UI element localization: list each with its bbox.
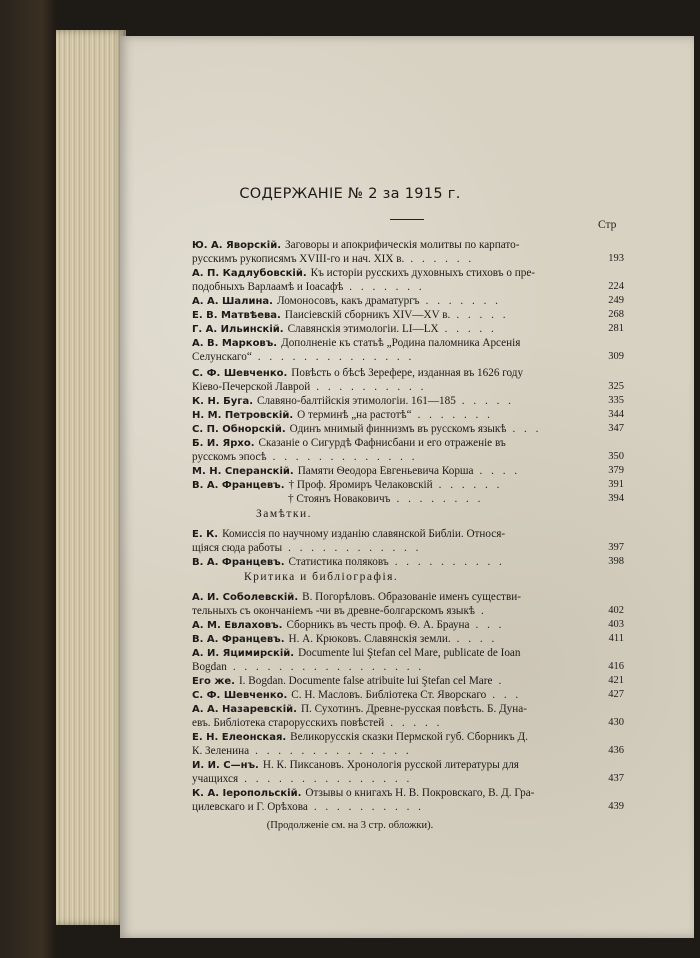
toc-author: В. А. Францевъ. — [192, 634, 285, 645]
toc-title: Documente lui Ştefan cel Mare, publicate de Ioan — [298, 647, 521, 659]
toc-line — [192, 322, 624, 336]
toc-page-number: 411 — [608, 633, 624, 644]
toc-line — [192, 800, 624, 814]
toc-leader-dots: . . . . . . — [410, 253, 475, 265]
toc-author: А. В. Марковъ. — [192, 338, 278, 349]
toc-title: Комиссія по научному изданію славянской Библіи. Относя- — [222, 528, 506, 540]
toc-page-number: 427 — [608, 689, 624, 700]
toc-title: П. Сухотинъ. Древне-русская повѣсть. Б. Дуна- — [300, 703, 527, 715]
toc-page-number: 439 — [608, 801, 624, 812]
toc-line — [192, 541, 624, 555]
toc-line — [192, 555, 624, 569]
toc-page-number: 398 — [608, 556, 624, 567]
toc-leader-dots: . . . — [492, 689, 522, 701]
toc-page-number: 421 — [608, 675, 624, 686]
toc-line — [192, 772, 624, 786]
toc-leader-dots: . . . . . . . . . . . . . . — [257, 351, 415, 363]
toc-page-number: 403 — [608, 619, 624, 630]
toc-line — [192, 394, 624, 408]
toc-leader-dots: . . . . . — [390, 717, 443, 729]
toc-title: К. Зеленина — [192, 745, 250, 757]
toc-line — [192, 478, 624, 492]
toc-title: Великорусскія сказки Пермской губ. Сборникъ Д. — [290, 731, 528, 743]
toc-page-number: 309 — [608, 351, 624, 362]
toc-line — [192, 350, 624, 364]
toc-title: Отзывы о книгахъ Н. В. Покровскаго, В. Д. Гра- — [305, 787, 535, 799]
title-rule — [390, 219, 424, 220]
toc-author: А. И. Соболевскій. — [192, 592, 299, 603]
toc-line — [192, 674, 624, 688]
toc-line — [192, 464, 624, 478]
toc-title: щіяся сюда работы — [192, 542, 283, 554]
toc-line — [192, 366, 624, 380]
toc-leader-dots: . . . . — [479, 465, 521, 477]
toc-author: А. М. Евлаховъ. — [192, 620, 283, 631]
section-critique-heading: Критика и библіографія. — [244, 571, 399, 583]
toc-page-number: 379 — [608, 465, 624, 476]
toc-leader-dots: . . . . . . — [438, 479, 503, 491]
toc-author: Его же. — [192, 676, 235, 687]
toc-line — [192, 604, 624, 618]
toc-title: Сборникъ въ честь проф. Ѳ. А. Брауна — [286, 619, 470, 631]
toc-line — [192, 590, 624, 604]
toc-page-number: 281 — [608, 323, 624, 334]
toc-title: Славяно-балтійскія этимологіи. 161—185 — [257, 395, 456, 407]
toc-author: Н. М. Петровскій. — [192, 410, 294, 421]
toc-title: Памяти Ѳеодора Евгеньевича Корша — [297, 465, 474, 477]
toc-title: русскимъ рукописямъ XVIII-го и нач. XIX в. — [192, 253, 405, 265]
toc-author: М. Н. Сперанскій. — [192, 466, 294, 477]
toc-page-number: 436 — [608, 745, 624, 756]
toc-page-number: 335 — [608, 395, 624, 406]
toc-leader-dots: . . . . . . . . — [396, 493, 484, 505]
toc-page-number: 394 — [608, 493, 624, 504]
toc-page-number: 224 — [608, 281, 624, 292]
toc-title: учащихся — [192, 773, 239, 785]
toc-author: А. А. Назаревскій. — [192, 704, 297, 715]
toc-page-number: 350 — [608, 451, 624, 462]
toc-title: О терминѣ „на растотѣ“ — [297, 409, 412, 421]
toc-title: I. Bogdan. Documente false atribuite lui Ştefan cel Mare — [238, 675, 493, 687]
toc-title: цилевскаго и Г. Орѣхова — [192, 801, 308, 813]
toc-title: Н. А. Крюковъ. Славянскія земли. — [288, 633, 451, 645]
toc-leader-dots: . . . . . — [461, 395, 514, 407]
toc-page-number: 402 — [608, 605, 624, 616]
toc-title: В. Погорѣловъ. Образованіе именъ существи- — [302, 591, 521, 603]
toc-author: Ю. А. Яворскій. — [192, 240, 282, 251]
toc-title: Кіево-Печерской Лаврой — [192, 381, 311, 393]
toc-leader-dots: . . . . . . . . . . — [394, 556, 505, 568]
toc-leader-dots: . . . . . . . . . . . . — [288, 542, 422, 554]
toc-author: С. Ф. Шевченко. — [192, 368, 288, 379]
toc-author: В. А. Францевъ. — [192, 557, 285, 568]
toc-leader-dots: . . . . . . . . . . — [313, 801, 424, 813]
toc-title: русскомъ эпосѣ — [192, 451, 267, 463]
toc-line — [192, 702, 624, 716]
toc-author: Е. Н. Елеонская. — [192, 732, 287, 743]
toc-page-number: 437 — [608, 773, 624, 784]
toc-leader-dots: . . . . . . . . . . . . . . . — [244, 773, 413, 785]
toc-line — [192, 422, 624, 436]
toc-author: С. П. Обнорскій. — [192, 424, 286, 435]
toc-author: К. А. Іеропольскій. — [192, 788, 302, 799]
toc-line — [192, 238, 624, 252]
toc-line — [192, 660, 624, 674]
book-page-edges — [56, 30, 126, 925]
toc-leader-dots: . . . — [475, 619, 505, 631]
toc-page-number: 391 — [608, 479, 624, 490]
page-column-label: Стр — [598, 219, 617, 231]
toc-leader-dots: . . . . . . . — [417, 409, 493, 421]
toc-line — [192, 436, 624, 450]
toc-line — [192, 618, 624, 632]
toc-page-number: 325 — [608, 381, 624, 392]
toc-line — [192, 758, 624, 772]
toc-title: † Стоянъ Новаковичъ — [288, 493, 391, 505]
toc-page-number: 430 — [608, 717, 624, 728]
toc-author: Е. В. Матвѣева. — [192, 310, 281, 321]
toc-line — [192, 744, 624, 758]
toc-title: тельныхъ съ окончаніемъ -чи въ древне-болгарскомъ языкѣ — [192, 605, 475, 617]
section-notes-heading: Замѣтки. — [256, 508, 313, 520]
toc-author: В. А. Францевъ. — [192, 480, 285, 491]
toc-leader-dots: . . . . . . . — [349, 281, 425, 293]
toc-page-number: 344 — [608, 409, 624, 420]
toc-title: † Проф. Яромиръ Челаковскій — [288, 479, 433, 491]
toc-title: Статистика поляковъ — [288, 556, 389, 568]
toc-line — [192, 716, 624, 730]
toc-title: подобныхъ Варлаамѣ и Іоасафѣ — [192, 281, 344, 293]
toc-page-number: 268 — [608, 309, 624, 320]
toc-leader-dots: . . . . . . . — [425, 295, 501, 307]
toc-title: Заговоры и апокрифическія молитвы по карпато- — [285, 239, 520, 251]
toc-title: Повѣсть о бѣсѣ Зерефере, изданная въ 1626 году — [291, 367, 524, 379]
toc-leader-dots: . — [480, 605, 487, 617]
toc-title: евъ. Библіотека старорусскихъ повѣстей — [192, 717, 385, 729]
toc-leader-dots: . . . . — [456, 633, 498, 645]
toc-title: Селунскаго“ — [192, 351, 252, 363]
toc-line — [192, 266, 624, 280]
toc-line — [192, 646, 624, 660]
toc-title: Сказаніе о Сигурдѣ Фафнисбани и его отраженіе въ — [258, 437, 506, 449]
toc-author: А. И. Яцимирскій. — [192, 648, 295, 659]
toc-title: Н. К. Пиксановъ. Хронологія русской литературы для — [262, 759, 519, 771]
page-title: СОДЕРЖАНІЕ № 2 за 1915 г. — [239, 186, 461, 202]
toc-leader-dots: . . . — [512, 423, 542, 435]
toc-author: А. П. Кадлубовскій. — [192, 268, 307, 279]
toc-line — [192, 730, 624, 744]
toc-line — [192, 252, 624, 266]
toc-title: С. Н. Масловъ. Библіотека Ст. Яворскаго — [291, 689, 487, 701]
toc-line — [192, 280, 624, 294]
toc-line — [288, 492, 624, 506]
toc-page-number: 347 — [608, 423, 624, 434]
toc-leader-dots: . . . . . . . . . . . . . . . . . — [232, 661, 425, 673]
toc-author: К. Н. Буга. — [192, 396, 254, 407]
toc-title: Дополненіе къ статьѣ „Родина паломника Арсенія — [281, 337, 521, 349]
toc-line — [192, 380, 624, 394]
toc-leader-dots: . . . . . . . . . . — [316, 381, 427, 393]
toc-author: Г. А. Ильинскій. — [192, 324, 284, 335]
toc-page-number: 193 — [608, 253, 624, 264]
toc-line — [192, 336, 624, 350]
toc-author: А. А. Шалина. — [192, 296, 273, 307]
toc-author: Е. К. — [192, 529, 219, 540]
toc-line — [192, 408, 624, 422]
toc-line — [192, 688, 624, 702]
toc-leader-dots: . . . . . — [456, 309, 509, 321]
toc-title: Славянскія этимологіи. LI—LX — [287, 323, 439, 335]
toc-line — [192, 450, 624, 464]
toc-line — [192, 527, 624, 541]
toc-leader-dots: . — [498, 675, 505, 687]
toc-page-number: 397 — [608, 542, 624, 553]
footer-note: (Продолженіе см. на 3 стр. обложки). — [266, 820, 434, 831]
toc-title: Ломоносовъ, какъ драматургъ — [276, 295, 420, 307]
toc-line — [192, 786, 624, 800]
toc-leader-dots: . . . . . . . . . . . . . . — [255, 745, 412, 757]
toc-line — [192, 308, 624, 322]
toc-author: С. Ф. Шевченко. — [192, 690, 288, 701]
toc-author: Б. И. Ярхо. — [192, 438, 255, 449]
toc-author: И. И. С—нъ. — [192, 760, 259, 771]
toc-title: Къ исторіи русскихъ духовныхъ стиховъ о пре- — [310, 267, 536, 279]
toc-title: Паисіевскій сборникъ XIV—XV в. — [284, 309, 451, 321]
toc-line — [192, 632, 624, 646]
toc-title: Одинъ мнимый финнизмъ въ русскомъ языкѣ — [289, 423, 507, 435]
toc-page-number: 249 — [608, 295, 624, 306]
toc-page-number: 416 — [608, 661, 624, 672]
toc-leader-dots: . . . . . — [444, 323, 497, 335]
toc-line — [192, 294, 624, 308]
toc-leader-dots: . . . . . . . . . . . . . — [272, 451, 418, 463]
toc-title: Bogdan — [192, 661, 227, 673]
